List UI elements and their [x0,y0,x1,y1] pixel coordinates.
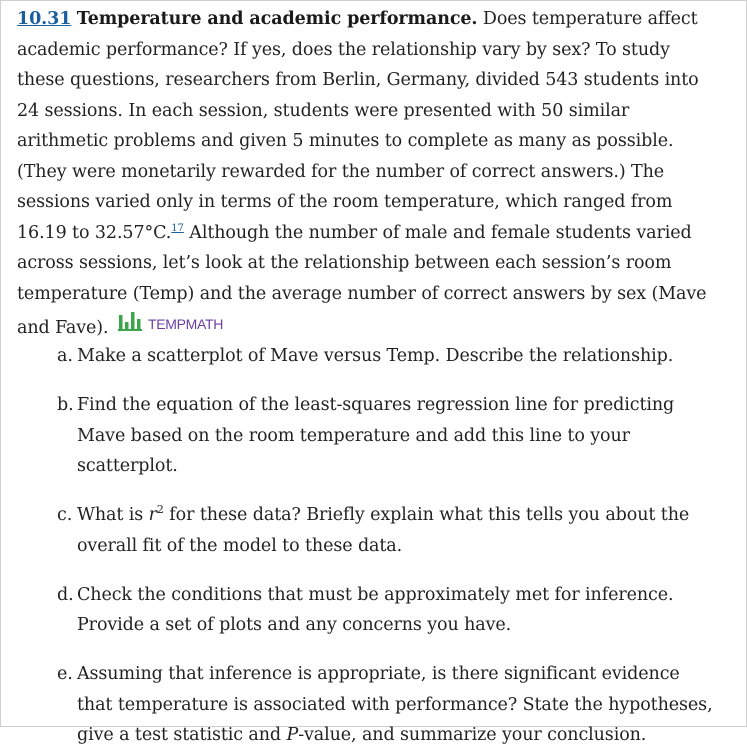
dataset-link[interactable] [118,309,223,331]
part-text: Check the conditions that must be approximately met for inference. Provide a set of plots and any concerns you have. [77,584,674,635]
part-text-pre: What is [77,505,149,525]
intro-text-1: Does temperature affect academic performance? If yes, does the relationship vary by sex? To study these questions, researchers from Berlin, Germany, divided 543 students into 24 sessions. In each session, students were presented with 50 similar arithmetic problems and given 5 minutes to complete as many as possible. (They were monetarily rewarded for the number of correct answers.) The sessions varied only in terms of the room temperature, which ranged from 16.19 to 32.57°C. [17,9,699,243]
part-letter: d. [57,584,74,605]
part-text: Find the equation of the least-squares regression line for predicting Mave based on the room temperature and add this line to your scatterplot. [77,395,675,476]
part-letter: b. [57,395,74,415]
part-text-pre: Assuming that inference is appropriate, is there significant evidence that temperature is associated with performance? State the hypotheses, give a test statistic and [77,664,713,745]
part-d [57,580,717,641]
bar-chart-icon [118,309,142,331]
part-b [57,390,717,482]
exercise-intro [17,4,707,344]
exercise-title: Temperature and academic performance. [76,9,478,29]
exercise-number-link[interactable]: 10.31 [17,9,72,29]
part-letter: c. [57,505,73,525]
part-letter: a. [57,346,73,366]
footnote-link[interactable]: 17 [171,222,184,234]
part-e [57,659,717,751]
exercise-parts [57,341,717,751]
part-a [57,341,717,372]
dataset-label: TEMPMATH [147,316,224,332]
exponent: 2 [156,503,164,517]
intro-text-2: Although the number of male and female students varied across sessions, let’s look at the relationship between each session’s room temperature (Temp) and the average number of correct answers by sex (Mave and Fave). [17,222,707,338]
p-variable: P [286,725,299,745]
part-c [57,500,717,561]
part-text-post: for these data? Briefly explain what this tells you about the overall fit of the model to these data. [77,505,690,556]
r-variable: r [148,505,157,525]
part-letter: e. [57,664,73,684]
part-text-post: -value, and summarize your conclusion. [298,725,647,745]
part-text: Make a scatterplot of Mave versus Temp. Describe the relationship. [77,346,674,366]
